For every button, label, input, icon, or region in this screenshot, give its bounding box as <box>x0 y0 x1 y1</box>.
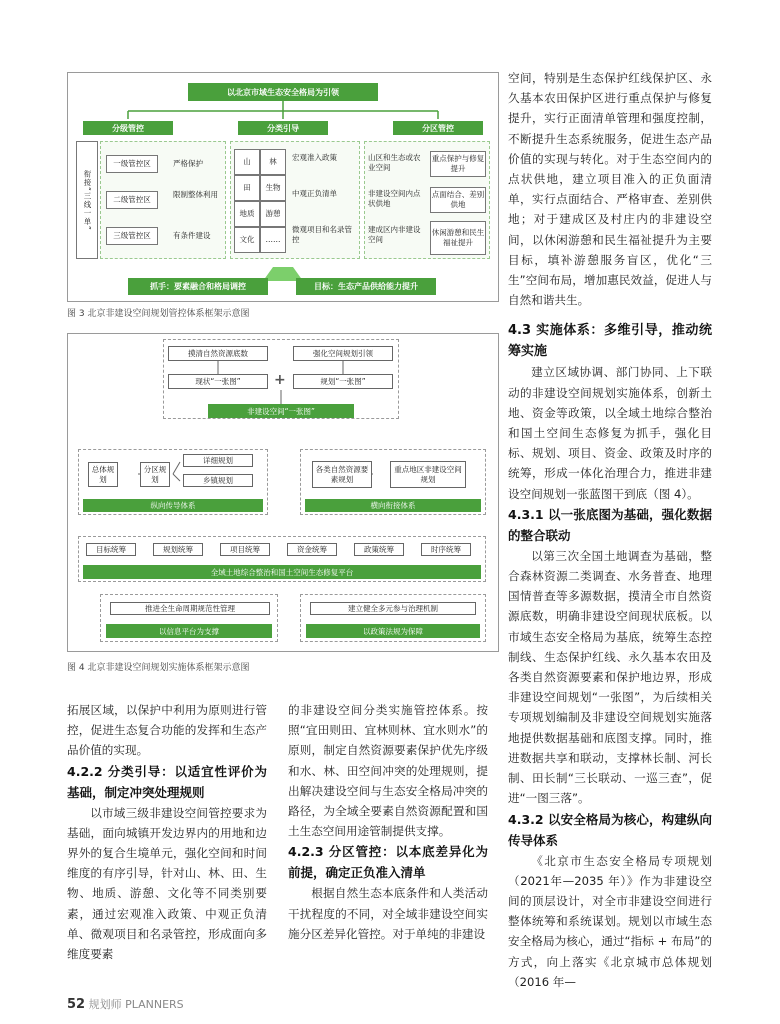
heading-4-3-1: 4.3.1 以一张底图为基础，强化数据的整合联动 <box>508 506 712 543</box>
fig4-policy-support: 以政策法规为保障 <box>306 624 480 638</box>
element-forest: 林 <box>260 149 286 175</box>
zone-action-1: 重点保护与修复提升 <box>430 151 486 177</box>
zone-3: 建成区内非建设空间 <box>368 225 421 244</box>
figure-3 <box>67 72 499 302</box>
fig3-bottom-left: 抓手：要素融合和格局调控 <box>128 278 268 295</box>
fig4-resource-plans: 各类自然资源要素规划 <box>312 461 372 488</box>
fig4-township: 乡镇规划 <box>183 474 253 487</box>
fig3-header-classification: 分类引导 <box>238 121 328 135</box>
page-footer <box>67 996 184 1012</box>
grade-action-3: 有条件建设 <box>173 231 211 240</box>
class-list-micro: 微观项目和名录管控 <box>292 225 352 244</box>
fig4-caption: 图 4 北京非建设空间规划实施体系框架示意图 <box>67 663 250 673</box>
col3-paragraph-3: 以第三次全国土地调查为基础，整合森林资源二类调查、水务普查、地理国情普查等多源数据，摸清全市自然资源底数，明确非建设空间现状底板。以市域生态安全格局为基底，统筹生态控制线、生态保护红线、永久基本农田及各类自然资源要素和保护地边界，形成非建设空间规划“一张图”，为后续相关专项规划编制及非建设空间规划实施落地提供数据基础和底图支撑。同时，推进数据共享和联动，支撑林长制、河长制、田长制“三长联动、一巡三查”，促进“一图三落”。 <box>508 548 712 806</box>
col2-paragraph-1: 的非建设空间分类实施管控体系。按照“宜田则田、宜林则林、宜水则水”的原则，制定自然资源要素保护优先序级和水、林、田空间冲突的处理规则，提出解决建设空间与生态安全格局冲突的路径，为全域全要素自然资源配置和国土生态空间用途管制提供支撑。 <box>288 703 488 839</box>
grade-action-1: 严格保护 <box>173 159 203 168</box>
fig4-one-map: 非建设空间“一张图” <box>208 404 354 418</box>
coord-item-5: 政策统筹 <box>354 543 404 556</box>
col3-paragraph-2: 建立区域协调、部门协同、上下联动的非建设空间规划实施体系，创新土地、资金等政策，以全域土地综合整治和国土空间生态修复为抓手，强化目标、规划、项目、资金、政策及时序的统筹，形成一体化治理合力，推进非建设空间规划一张蓝图干到底（图 4）。 <box>508 365 712 501</box>
figure-4 <box>67 333 499 652</box>
fig4-top-left: 摸清自然资源底数 <box>168 346 268 361</box>
grade-action-2: 限制整体利用 <box>173 190 218 199</box>
col1-paragraph-2: 以市域三级非建设空间管控要求为基础，面向城镇开发边界内的用地和边界外的复合生境单元，强化空间和时间维度的有序引导，针对山、林、田、生物、地质、游憩、文化等不同类别要素，通过宏观准入政策、中观正负清单、微观项目和名录管控，形成面向多维度要素 <box>67 805 267 962</box>
element-more: …… <box>260 227 286 253</box>
fig3-header-grading: 分级管控 <box>83 121 173 135</box>
fig3-caption: 图 3 北京非建设空间规划管控体系框架示意图 <box>67 309 250 319</box>
element-farmland: 田 <box>234 175 260 201</box>
text-column-1 <box>67 700 267 962</box>
fig3-header-zoning: 分区管控 <box>393 121 483 135</box>
coord-item-4: 资金统筹 <box>287 543 337 556</box>
heading-4-3: 4.3 实施体系：多维引导，推动统筹实施 <box>508 323 712 360</box>
fig3-bottom-right: 目标：生态产品供给能力提升 <box>296 278 436 295</box>
zone-1: 山区和生态或农业空间 <box>368 153 421 172</box>
fig4-platform: 全域土地综合整治和国土空间生态修复平台 <box>83 565 481 579</box>
zone-action-2: 点面结合、差别供地 <box>430 187 486 213</box>
heading-4-2-3: 4.2.3 分区管控：以本底差异化为前提，确定正负准入清单 <box>288 844 488 881</box>
fig4-lifecycle: 推进全生命周期规范性管理 <box>110 602 270 615</box>
fig4-district: 分区规划 <box>140 462 170 487</box>
zone-2: 非建设空间内点状供地 <box>368 189 421 208</box>
fig4-participation: 建立健全多元参与治理机制 <box>310 602 476 615</box>
col3-paragraph-4: 《北京市生态安全格局专项规划（2021年—2035 年）》作为非建设空间的顶层设计，对全市非建设空间进行整体统筹和系统谋划。规划以市域生态安全格局为核心，通过“指标 + 布局”的方式，向上落实《北京城市总体规划（2016 年— <box>508 853 712 989</box>
zone-action-3: 休闲游憩和民生福祉提升 <box>430 221 486 255</box>
element-biology: 生物 <box>260 175 286 201</box>
grade-level-1: 一级管控区 <box>106 155 158 173</box>
fig4-plus: + <box>274 372 286 388</box>
class-list-macro: 宏观准入政策 <box>292 153 337 162</box>
fig4-vertical: 纵向传导体系 <box>83 499 263 512</box>
coord-item-3: 项目统筹 <box>220 543 270 556</box>
text-column-2 <box>288 700 488 945</box>
grade-level-2: 二级管控区 <box>106 191 158 209</box>
fig4-horizontal: 横向衔接体系 <box>305 499 481 512</box>
heading-4-2-2: 4.2.2 分类引导：以适宜性评价为基础，制定冲突处理规则 <box>67 763 267 800</box>
grade-level-3: 三级管控区 <box>106 227 158 245</box>
fig4-top-right: 强化空间规划引领 <box>293 346 393 361</box>
page-number: 52 <box>67 997 86 1012</box>
fig4-mid-left: 现状“一张图” <box>168 374 268 389</box>
fig3-side-label: 衔接“三线一单” <box>76 141 98 259</box>
coord-item-2: 规划统筹 <box>153 543 203 556</box>
heading-4-3-2: 4.3.2 以安全格局为核心，构建纵向传导体系 <box>508 811 712 848</box>
fig4-info-support: 以信息平台为支撑 <box>106 624 272 638</box>
col1-paragraph-1: 拓展区域，以保护中利用为原则进行管控，促进生态复合功能的发挥和生态产品价值的实现。 <box>67 703 267 758</box>
fig4-key-plans: 重点地区非建设空间规划 <box>390 461 466 488</box>
element-geology: 地质 <box>234 201 260 227</box>
col3-paragraph-1: 空间，特别是生态保护红线保护区、永久基本农田保护区进行重点保护与修复提升，实行正面清单管理和强度控制，不断提升生态系统服务，促进生态产品价值的实现与转化。对于生态空间内的点状供地，建立项目准入的正负面清单，实行点面结合、严格审查、差别供地；对于建成区及村庄内的非建设空间，以休闲游憩和民生福祉提升为主要目标，填补游憩服务盲区，优化“三生”空间布局，增加惠民效益，促进人与自然和谐共生。 <box>508 71 712 308</box>
fig4-detailed: 详细规划 <box>183 454 253 467</box>
fig4-mid-right: 规划“一张图” <box>293 374 393 389</box>
fig3-top-banner: 以北京市域生态安全格局为引领 <box>188 83 378 101</box>
text-column-3 <box>508 68 712 989</box>
element-recreation: 游憩 <box>260 201 286 227</box>
element-mountain: 山 <box>234 149 260 175</box>
element-culture: 文化 <box>234 227 260 253</box>
coord-item-6: 时序统筹 <box>421 543 471 556</box>
journal-brand: 规划师 PLANNERS <box>88 998 184 1011</box>
class-list-meso: 中观正负清单 <box>292 189 337 198</box>
coord-item-1: 目标统筹 <box>86 543 136 556</box>
col2-paragraph-2: 根据自然生态本底条件和人类活动干扰程度的不同，对全域非建设空间实施分区差异化管控。对于单纯的非建设 <box>288 886 488 941</box>
fig4-overall: 总体规划 <box>88 462 118 487</box>
